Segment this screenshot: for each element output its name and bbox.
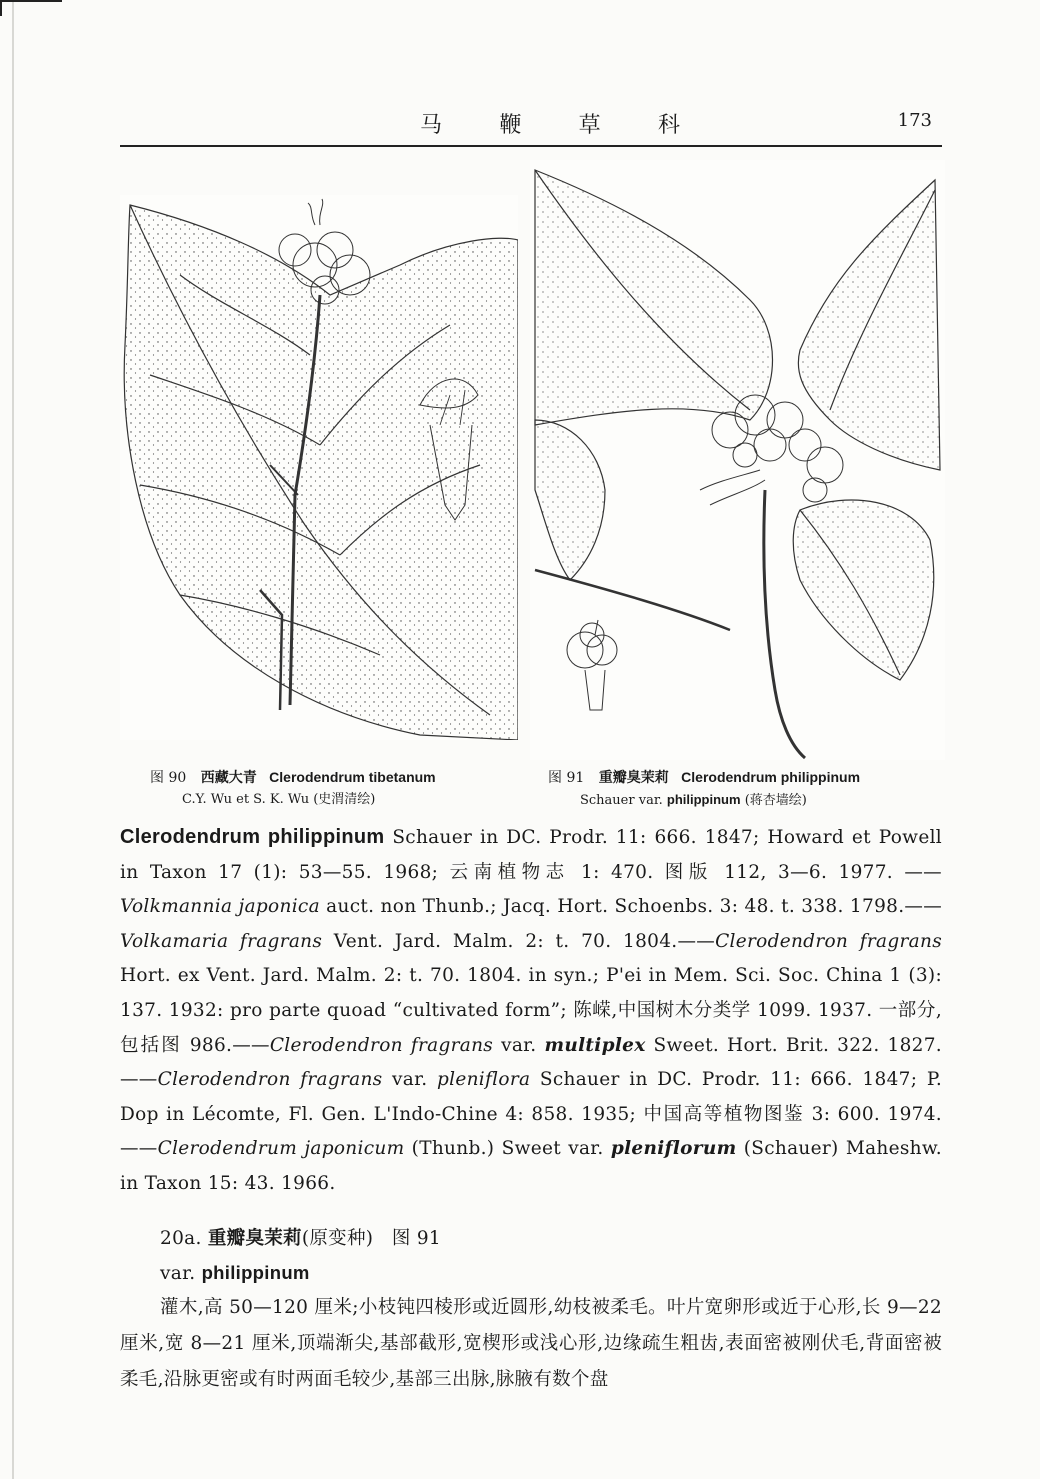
synonym-variety: pleniflora bbox=[436, 1069, 531, 1091]
citation-text: auct. non Thunb.; Jacq. Hort. Schoenbs. 3: 48. t. 338. 1798.—— bbox=[319, 896, 942, 918]
variety-epithet: philippinum bbox=[201, 1262, 310, 1283]
variety-prefix: var. bbox=[160, 1263, 196, 1284]
figure-number: 图 90 bbox=[150, 770, 187, 786]
page-edge bbox=[12, 0, 14, 1479]
page-number: 173 bbox=[897, 110, 932, 131]
figure-90-caption bbox=[150, 766, 520, 811]
synonym: Clerodendrum japonicum bbox=[157, 1138, 405, 1160]
citation-text: var. bbox=[382, 1069, 437, 1091]
synonym: Volkamaria fragrans bbox=[120, 930, 323, 952]
citation-text: var. bbox=[493, 1034, 545, 1056]
synonym: Volkmannia japonica bbox=[120, 896, 320, 918]
figure-authority: C.Y. Wu et S. K. Wu (史渭清绘) bbox=[182, 792, 376, 807]
illustrator: (蒋杏墙绘) bbox=[744, 793, 807, 808]
citation-text: Sweet. Hort. Brit. 322. 1827.—— bbox=[120, 1034, 942, 1091]
header-char: 草 bbox=[578, 113, 601, 138]
species-name: Clerodendrum philippinum bbox=[120, 826, 385, 848]
synonym: Clerodendron fragrans bbox=[157, 1069, 383, 1091]
running-header-title bbox=[420, 108, 680, 139]
figure-91-illustration bbox=[530, 160, 945, 760]
citation-text: (Schauer) Maheshw. in Taxon 15: 43. 1966. bbox=[120, 1138, 942, 1194]
figure-latin-name: Clerodendrum philippinum bbox=[681, 769, 861, 785]
variety-number: 20a. bbox=[160, 1228, 202, 1249]
authority-prefix: Schauer var. bbox=[580, 793, 663, 808]
figure-91-caption bbox=[548, 766, 948, 812]
description-text: 灌木,高 50—120 厘米;小枝钝四棱形或近圆形,幼枝被柔毛。叶片宽卵形或近于心形,长 9—22 厘米,宽 8—21 厘米,顶端渐尖,基部截形,宽楔形或浅心形,边缘疏生粗齿,表面密被刚伏毛,背面密被柔毛,沿脉更密或有时两面毛较少,基部三出脉,脉腋有数个盘 bbox=[120, 1297, 942, 1390]
citation-text: Vent. Jard. Malm. 2: t. 70. 1804.—— bbox=[322, 930, 716, 952]
synonym-variety: multiplex bbox=[544, 1034, 646, 1056]
figure-latin-name: Clerodendrum tibetanum bbox=[269, 769, 436, 785]
figure-authority bbox=[548, 789, 948, 812]
crop-mark bbox=[0, 0, 62, 16]
variety-qualifier: (原变种) bbox=[301, 1228, 374, 1249]
variety-chinese-name: 重瓣臭茉莉 bbox=[207, 1228, 302, 1249]
variety-heading bbox=[120, 1222, 942, 1291]
synonym: Clerodendron fragrans bbox=[269, 1034, 494, 1056]
authority-epithet: philippinum bbox=[666, 792, 741, 807]
variety-latin bbox=[120, 1256, 942, 1291]
variety-figure-ref: 图 91 bbox=[391, 1228, 441, 1249]
species-citation-paragraph bbox=[120, 820, 942, 1202]
running-header bbox=[120, 105, 942, 147]
header-char: 马 bbox=[420, 113, 443, 138]
citation-text: Schauer in DC. Prodr. 11: 666. 1847; Howard et Powell in Taxon 17 (1): 53—55. 1968; 云南植物志 1: 470. 图版 112, 3—6. 1977. —— bbox=[120, 827, 943, 883]
citation-text: Schauer in DC. Prodr. 11: 666. 1847; P. Dop in Lécomte, Fl. Gen. L'Indo-Chine 4: 858. 1935; 中国高等植物图鉴 3: 600. 1974.—— bbox=[120, 1069, 942, 1160]
figure-chinese-name: 重瓣臭茉莉 bbox=[598, 770, 669, 786]
description-paragraph bbox=[120, 1290, 942, 1398]
citation-text: Hort. ex Vent. Jard. Malm. 2: t. 70. 1804. in syn.; P'ei in Mem. Sci. Soc. China 1 (3): 137. 1932: pro parte quoad “cultivated form”; 陈嵘,中国树木分类学 1099. 1937. 一部分,包括图 986.—— bbox=[120, 965, 942, 1056]
figure-90-illustration bbox=[120, 195, 518, 740]
header-char: 鞭 bbox=[499, 113, 522, 138]
figure-number: 图 91 bbox=[548, 770, 585, 786]
synonym-variety: pleniflorum bbox=[610, 1138, 737, 1160]
figure-chinese-name: 西藏大青 bbox=[200, 770, 257, 786]
header-char: 科 bbox=[657, 113, 680, 138]
synonym: Clerodendron fragrans bbox=[715, 930, 942, 952]
citation-text: (Thunb.) Sweet var. bbox=[404, 1138, 611, 1160]
